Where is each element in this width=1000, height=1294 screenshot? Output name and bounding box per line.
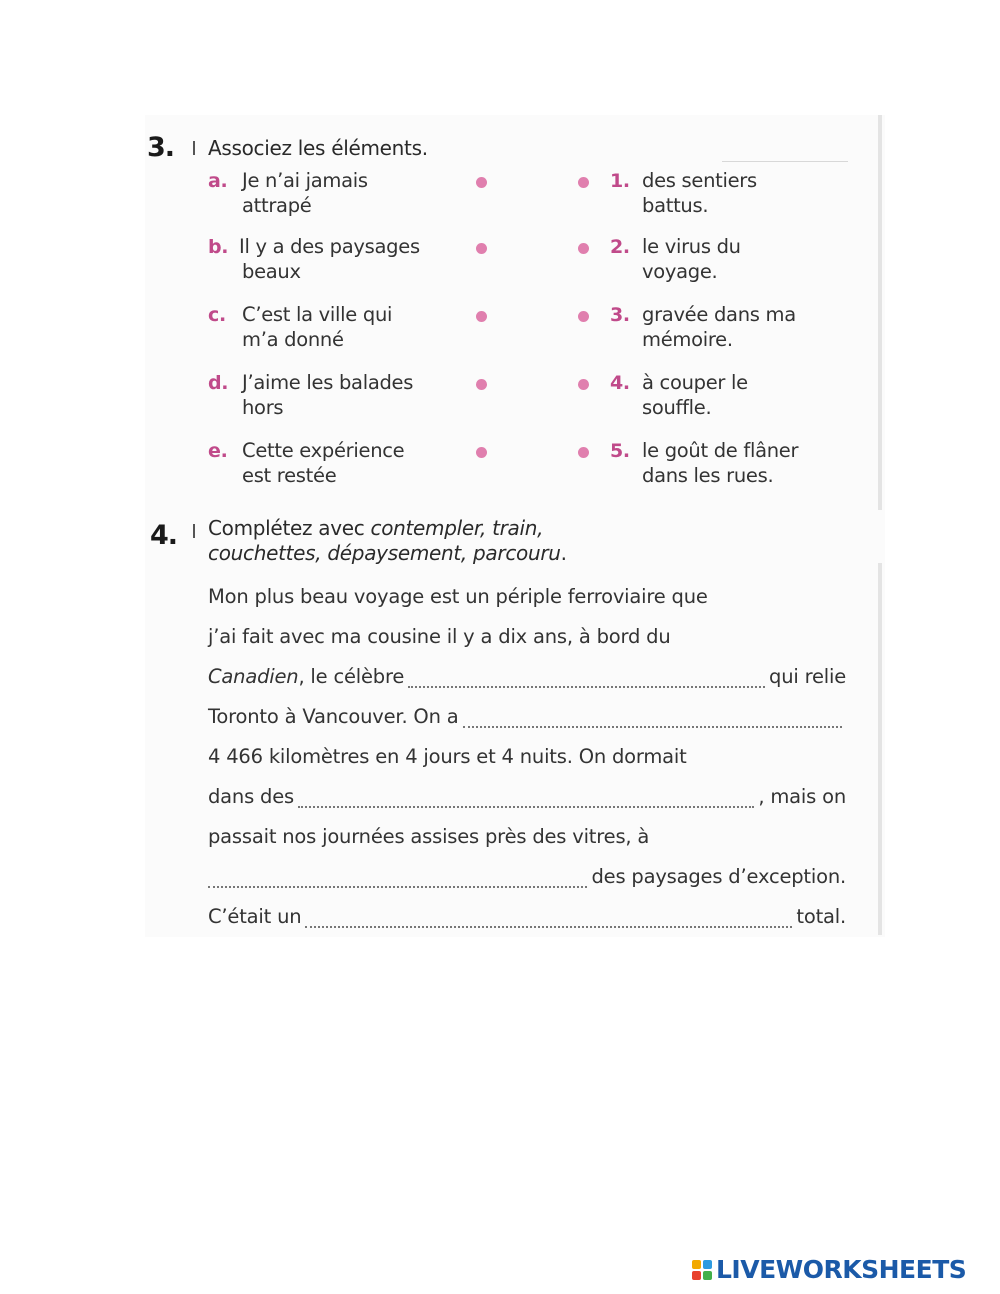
paragraph-text: Mon plus beau voyage est un périple ferroviaire que — [208, 585, 708, 608]
item-number: 4. — [610, 372, 630, 394]
blank-field-3[interactable] — [298, 788, 754, 808]
instruction-words: couchettes, dépaysement, parcouru — [208, 541, 561, 565]
blank-field-2[interactable] — [463, 708, 843, 728]
blank-field-4[interactable] — [208, 868, 587, 888]
item-text: C’est la ville qui — [242, 303, 393, 326]
logo-square — [692, 1271, 701, 1280]
paragraph-text: j’ai fait avec ma cousine il y a dix ans, à bord du — [208, 625, 671, 648]
item-text: mémoire. — [642, 328, 733, 351]
item-number: 1. — [610, 170, 630, 192]
match-dot-left-c[interactable] — [476, 311, 487, 322]
instruction-end: . — [560, 541, 567, 565]
paragraph-line — [208, 898, 846, 928]
paragraph-line — [208, 738, 846, 768]
item-text: souffle. — [642, 396, 712, 419]
paragraph-line — [208, 698, 846, 728]
logo-square — [692, 1260, 701, 1269]
paragraph-text: , mais on — [758, 785, 846, 808]
match-dot-left-d[interactable] — [476, 379, 487, 390]
paragraph-text: C’était un — [208, 905, 302, 928]
instruction-words: contempler, train, — [370, 516, 544, 540]
item-number: 2. — [610, 236, 630, 258]
item-text: J’aime les balades — [242, 371, 414, 394]
paragraph-text: passait nos journées assises près des vitres, à — [208, 825, 650, 848]
exercise-4-instruction-line2 — [208, 541, 567, 566]
match-dot-right-1[interactable] — [578, 177, 589, 188]
item-letter: d. — [208, 372, 229, 394]
item-number: 3. — [610, 304, 630, 326]
item-text: des sentiers — [642, 169, 757, 192]
item-text: hors — [242, 396, 284, 419]
exercise-4-instruction-line1 — [208, 516, 543, 541]
paragraph-line — [208, 658, 846, 688]
divider — [722, 161, 848, 162]
logo-mark-icon — [692, 1260, 712, 1280]
paragraph-text: qui relie — [769, 665, 846, 688]
page-edge-rule — [878, 115, 882, 510]
paragraph-text: dans des — [208, 785, 294, 808]
item-letter: e. — [208, 440, 228, 462]
item-number: 5. — [610, 440, 630, 462]
liveworksheets-logo — [692, 1255, 966, 1284]
exercise-tick — [193, 141, 195, 155]
item-text: beaux — [242, 260, 301, 283]
paragraph-line — [208, 578, 846, 608]
paragraph-text: Canadien — [208, 665, 299, 688]
page-edge-rule — [878, 563, 882, 935]
instruction-prefix: Complétez avec — [208, 516, 365, 540]
blank-field-1[interactable] — [408, 668, 765, 688]
paragraph-text: total. — [796, 905, 846, 928]
paragraph-line — [208, 858, 846, 888]
item-text: à couper le — [642, 371, 748, 394]
item-letter: a. — [208, 170, 228, 192]
match-dot-left-b[interactable] — [476, 243, 487, 254]
match-dot-right-2[interactable] — [578, 243, 589, 254]
item-letter: b. — [208, 236, 229, 258]
blank-field-5[interactable] — [305, 908, 792, 928]
logo-square — [703, 1260, 712, 1269]
paragraph-text: , le célèbre — [298, 665, 405, 688]
match-dot-left-a[interactable] — [476, 177, 487, 188]
logo-square — [703, 1271, 712, 1280]
exercise-4-number: 4. — [150, 520, 178, 551]
paragraph-text: 4 466 kilomètres en 4 jours et 4 nuits. On dormait — [208, 745, 687, 768]
item-text: Je n’ai jamais — [242, 169, 368, 192]
item-text: attrapé — [242, 194, 312, 217]
item-letter: c. — [208, 304, 226, 326]
logo-text: LIVEWORKSHEETS — [716, 1255, 967, 1284]
exercise-3-instruction: Associez les éléments. — [208, 136, 428, 160]
exercise-tick — [193, 524, 195, 538]
paragraph-line — [208, 778, 846, 808]
match-dot-left-e[interactable] — [476, 447, 487, 458]
item-text: voyage. — [642, 260, 718, 283]
item-text: Il y a des paysages — [239, 235, 420, 258]
item-text: gravée dans ma — [642, 303, 796, 326]
exercise-3-number: 3. — [147, 132, 175, 163]
match-dot-right-3[interactable] — [578, 311, 589, 322]
paragraph-text: des paysages d’exception. — [591, 865, 846, 888]
item-text: le virus du — [642, 235, 741, 258]
match-dot-right-5[interactable] — [578, 447, 589, 458]
paragraph-line — [208, 618, 846, 648]
item-text: Cette expérience — [242, 439, 405, 462]
item-text: dans les rues. — [642, 464, 774, 487]
item-text: battus. — [642, 194, 709, 217]
item-text: le goût de flâner — [642, 439, 799, 462]
paragraph-text: Toronto à Vancouver. On a — [208, 705, 459, 728]
match-dot-right-4[interactable] — [578, 379, 589, 390]
item-text: est restée — [242, 464, 337, 487]
paragraph-line — [208, 818, 846, 848]
item-text: m’a donné — [242, 328, 344, 351]
